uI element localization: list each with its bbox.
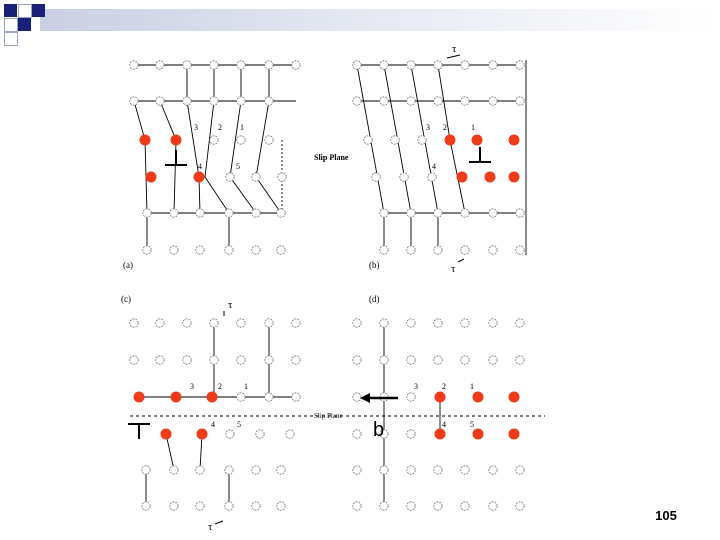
atom-d-r2: [353, 393, 361, 401]
atom-c-r4: [170, 466, 178, 474]
atom-a-r4: [143, 209, 151, 217]
lattice-line-a-col: [205, 65, 229, 250]
atom-c-r0: [237, 319, 245, 327]
atom-label-a-3: 3: [194, 123, 198, 132]
atom-c-r0: [265, 319, 273, 327]
atom-b-r3: [428, 173, 436, 181]
atom-d-r5: [461, 502, 469, 510]
atom-a-r0: [265, 61, 273, 69]
atom-d-r3: [353, 430, 361, 438]
atom-c-r0: [130, 319, 138, 327]
atom-d-r4: [380, 466, 388, 474]
atom-label-d-2: 2: [442, 382, 446, 391]
atom-d-r5: [434, 502, 442, 510]
atom-c-r5: [196, 502, 204, 510]
atom-c-r0: [183, 319, 191, 327]
atom-d-r1: [461, 356, 469, 364]
atom-b-r5: [380, 246, 388, 254]
tau-label-c-top: τ: [228, 299, 233, 311]
atom-a-r4: [277, 209, 285, 217]
atom-c-r4: [277, 466, 285, 474]
atom-c-r0: [210, 319, 218, 327]
atom-a-r4: [196, 209, 204, 217]
atom-b-r5: [489, 246, 497, 254]
atom-b-r5: [516, 246, 524, 254]
panel-c-label: (c): [121, 294, 131, 304]
atom-a-r1: [265, 97, 273, 105]
atom-a-r2: [265, 136, 273, 144]
slip-plane-label-top: Slip Plane: [314, 153, 349, 162]
atom-c-red: [134, 392, 145, 403]
atom-a-r1: [210, 97, 218, 105]
atom-label-c-3: 3: [190, 382, 194, 391]
atoms: [130, 61, 524, 510]
atom-d-r1: [407, 356, 415, 364]
atom-d-red: [435, 429, 446, 440]
atom-a-r2: [210, 136, 218, 144]
atom-label-a-5: 5: [236, 162, 240, 171]
atom-d-r1: [489, 356, 497, 364]
atom-c-red: [207, 392, 218, 403]
slip-plane-label-bottom: Slip Plane: [314, 412, 343, 420]
atom-b-r5: [461, 246, 469, 254]
atom-label-c-4: 4: [211, 420, 215, 429]
lattice-line-b-col: [357, 65, 384, 250]
page-number: 105: [655, 508, 677, 523]
tau-arrow-c-bottom: [215, 521, 223, 524]
atom-a-r3: [226, 173, 234, 181]
atom-a-r0: [130, 61, 138, 69]
atom-b-r4: [461, 209, 469, 217]
atom-d-r0: [489, 319, 497, 327]
atom-c-r5: [225, 502, 233, 510]
atom-d-r5: [516, 502, 524, 510]
atom-b-r1: [353, 97, 361, 105]
atom-c-r1: [156, 356, 164, 364]
atom-a-r2: [237, 136, 245, 144]
atom-label-d-5: 5: [470, 420, 474, 429]
lattice-line-a-col: [134, 101, 147, 250]
atom-c-r5: [170, 502, 178, 510]
atom-a-r0: [156, 61, 164, 69]
atom-label-b-4: 4: [432, 162, 436, 171]
atom-d-red: [435, 392, 446, 403]
atom-a-r5: [196, 246, 204, 254]
atom-b-r1: [489, 97, 497, 105]
lattice-line-b-col: [384, 65, 411, 250]
atom-label-a-4: 4: [198, 162, 202, 171]
tau-label-c-bottom: τ: [208, 521, 213, 533]
atom-b-r3: [400, 173, 408, 181]
tau-arrow-b-top: [447, 55, 460, 58]
atom-c-r1: [237, 356, 245, 364]
atom-c-r1: [183, 356, 191, 364]
atom-a-r4: [170, 209, 178, 217]
atom-a-r5: [143, 246, 151, 254]
atom-a-r5: [225, 246, 233, 254]
atom-b-r4: [489, 209, 497, 217]
atom-b-r1: [434, 97, 442, 105]
atom-b-red: [472, 135, 483, 146]
atom-label-d-3: 3: [414, 382, 418, 391]
lattice-line-c-col: [166, 434, 174, 470]
atom-c-r5: [142, 502, 150, 510]
atom-c-red: [171, 392, 182, 403]
atom-a-r1: [237, 97, 245, 105]
atom-label-a-2: 2: [218, 123, 222, 132]
atom-d-r0: [434, 319, 442, 327]
atom-label-c-2: 2: [218, 382, 222, 391]
atom-a-red: [194, 172, 205, 183]
atom-b-red: [485, 172, 496, 183]
atom-d-red: [473, 392, 484, 403]
atom-b-r0: [516, 61, 524, 69]
atom-label-b-1: 1: [471, 123, 475, 132]
atom-a-r3: [278, 173, 286, 181]
markers: [128, 55, 491, 524]
atom-a-r1: [130, 97, 138, 105]
lattice-lines: [130, 60, 545, 506]
atom-c-r1: [292, 356, 300, 364]
atom-b-r4: [407, 209, 415, 217]
atom-d-r4: [353, 466, 361, 474]
atom-b-r4: [380, 209, 388, 217]
atom-b-red: [457, 172, 468, 183]
atom-c-r1: [130, 356, 138, 364]
atom-c-r4: [225, 466, 233, 474]
atom-d-r2: [407, 393, 415, 401]
atom-c-r2: [265, 393, 273, 401]
atom-b-r1: [380, 97, 388, 105]
atom-d-r4: [516, 466, 524, 474]
atom-label-d-1: 1: [470, 382, 474, 391]
atom-c-r5: [252, 502, 260, 510]
atom-c-red: [161, 429, 172, 440]
atom-d-red: [473, 429, 484, 440]
atom-c-r4: [142, 466, 150, 474]
atom-d-r5: [489, 502, 497, 510]
atom-c-r0: [292, 319, 300, 327]
atom-d-r1: [353, 356, 361, 364]
atom-a-red: [140, 135, 151, 146]
lattice-line-a-col: [160, 101, 176, 213]
panel-b-label: (b): [369, 260, 380, 270]
atom-c-r3: [256, 430, 264, 438]
burgers-arrow-head: [360, 393, 370, 403]
atom-b-r5: [407, 246, 415, 254]
atom-d-r5: [407, 502, 415, 510]
atom-c-r5: [277, 502, 285, 510]
atom-b-r0: [407, 61, 415, 69]
atom-b-red: [509, 135, 520, 146]
atom-b-r5: [434, 246, 442, 254]
atom-c-r2: [292, 393, 300, 401]
atom-d-r4: [407, 466, 415, 474]
atom-label-b-2: 2: [443, 123, 447, 132]
atom-d-r1: [380, 356, 388, 364]
atom-label-c-5: 5: [237, 420, 241, 429]
atom-c-r4: [252, 466, 260, 474]
atom-label-d-4: 4: [442, 420, 446, 429]
atom-c-r2: [237, 393, 245, 401]
atom-a-r1: [183, 97, 191, 105]
atom-d-r4: [461, 466, 469, 474]
atom-b-r2: [418, 136, 426, 144]
atom-b-r0: [380, 61, 388, 69]
atom-c-r4: [196, 466, 204, 474]
atom-b-r1: [516, 97, 524, 105]
atom-d-r4: [489, 466, 497, 474]
atom-a-r4: [252, 209, 260, 217]
atom-d-r0: [461, 319, 469, 327]
atom-a-r0: [292, 61, 300, 69]
atom-d-r0: [353, 319, 361, 327]
atom-b-r0: [489, 61, 497, 69]
atom-d-r3: [407, 430, 415, 438]
tau-arrow-b-bottom: [458, 259, 464, 262]
tau-label-b-bottom: τ: [451, 263, 456, 275]
atom-label-c-1: 1: [244, 382, 248, 391]
panel-d-label: (d): [369, 294, 380, 304]
atom-a-r0: [183, 61, 191, 69]
atom-b-r2: [391, 136, 399, 144]
atom-a-r4: [225, 209, 233, 217]
atom-d-r5: [380, 502, 388, 510]
atom-c-r3: [226, 430, 234, 438]
atom-a-red: [146, 172, 157, 183]
atom-d-r0: [380, 319, 388, 327]
atom-b-r3: [372, 173, 380, 181]
atom-d-r0: [516, 319, 524, 327]
atom-b-r4: [434, 209, 442, 217]
atom-d-r4: [434, 466, 442, 474]
atom-a-r0: [210, 61, 218, 69]
panel-a-label: (a): [123, 260, 133, 270]
atom-b-r1: [461, 97, 469, 105]
atom-label-b-3: 3: [426, 123, 430, 132]
atom-b-r2: [364, 136, 372, 144]
atom-d-red: [509, 392, 520, 403]
atom-b-red: [445, 135, 456, 146]
atom-a-r1: [156, 97, 164, 105]
tau-label-b-top: τ: [452, 43, 457, 55]
atom-d-r5: [353, 502, 361, 510]
atom-c-r1: [265, 356, 273, 364]
atom-a-r5: [277, 246, 285, 254]
atom-a-r0: [237, 61, 245, 69]
atom-b-r4: [516, 209, 524, 217]
atom-a-red: [171, 135, 182, 146]
atom-a-r3: [252, 173, 260, 181]
atom-c-r3: [286, 430, 294, 438]
atom-b-r1: [407, 97, 415, 105]
atom-b-red: [509, 172, 520, 183]
atom-b-r0: [461, 61, 469, 69]
atom-d-r1: [434, 356, 442, 364]
atom-c-r1: [210, 356, 218, 364]
atom-d-r0: [407, 319, 415, 327]
atom-label-a-1: 1: [240, 123, 244, 132]
atom-a-r5: [252, 246, 260, 254]
atom-c-r0: [156, 319, 164, 327]
lattice-line-b-col: [411, 65, 438, 250]
atom-b-r0: [434, 61, 442, 69]
atom-d-red: [509, 429, 520, 440]
atom-d-r1: [516, 356, 524, 364]
atom-a-r5: [170, 246, 178, 254]
atom-c-red: [197, 429, 208, 440]
burgers-vector-label: b: [373, 419, 385, 441]
lattice-line-a-col: [187, 65, 200, 213]
atom-b-r0: [353, 61, 361, 69]
